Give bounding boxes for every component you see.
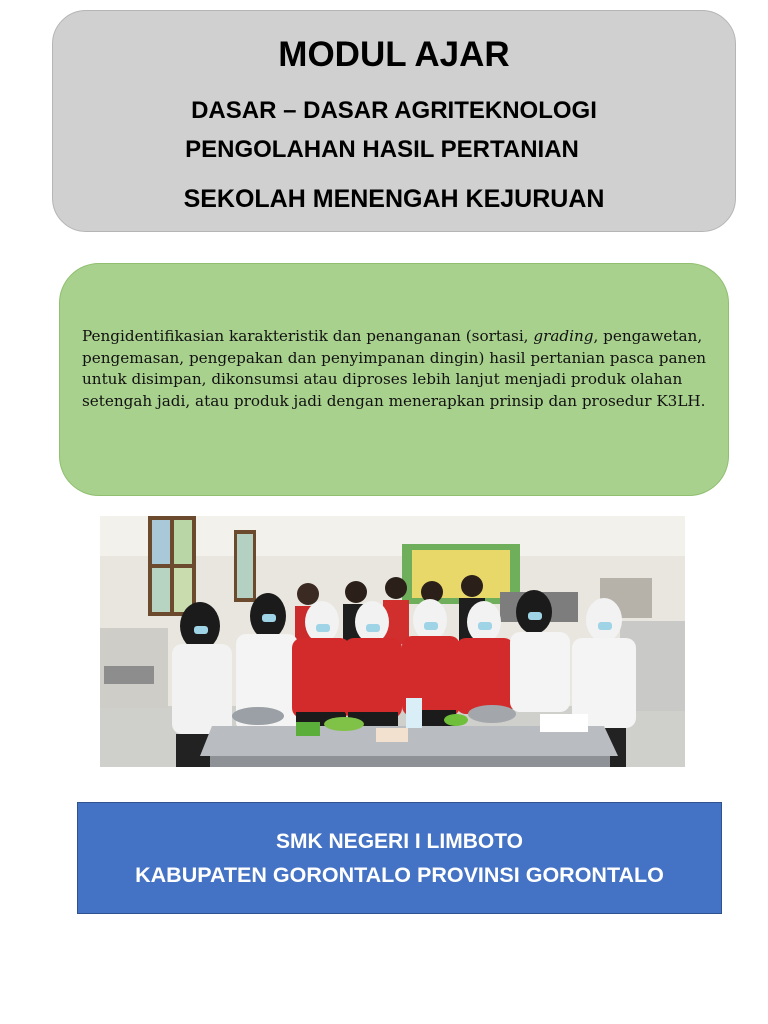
description-part1: Pengidentifikasian karakteristik dan penanganan (sortasi,	[82, 327, 534, 345]
subject-subtitle: PENGOLAHAN HASIL PERTANIAN	[185, 136, 579, 163]
school-location: KABUPATEN GORONTALO PROVINSI GORONTALO	[135, 863, 664, 887]
description-text	[82, 326, 708, 412]
description-part2: , pengawetan, pengemasan, pengepakan dan penyimpanan dingin) hasil pertanian pasca panen untuk disimpan, dikonsumsi atau diproses lebih lanjut menjadi produk olahan setengah jadi, atau produk jadi dengan menerapkan prinsip dan prosedur K3LH.	[82, 327, 707, 410]
school-name: SMK NEGERI I LIMBOTO	[276, 830, 523, 853]
title-box	[52, 10, 736, 232]
description-box	[59, 263, 729, 496]
school-footer	[77, 802, 722, 914]
module-title: MODUL AJAR	[278, 35, 510, 74]
school-level: SEKOLAH MENENGAH KEJURUAN	[183, 185, 605, 213]
description-italic: grading	[533, 327, 594, 345]
class-photo-illustration	[100, 516, 685, 767]
class-photo	[100, 516, 685, 767]
subject-title: DASAR – DASAR AGRITEKNOLOGI	[191, 97, 597, 124]
